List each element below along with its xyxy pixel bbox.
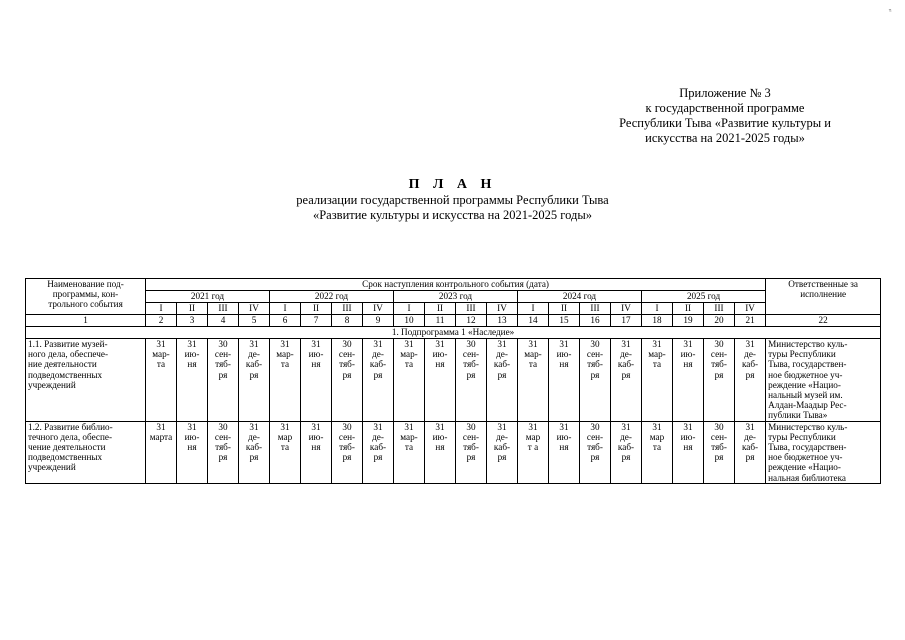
deadline-date-part: ря <box>497 369 507 380</box>
deadline-date-part: сен- <box>710 349 728 360</box>
title-line-3: «Развитие культуры и искусства на 2021-2025 годы» <box>312 208 593 222</box>
deadline-date-part: 31 <box>528 339 538 349</box>
deadline-date-part: та <box>280 442 290 453</box>
deadline-date-part: ня <box>559 442 569 453</box>
deadline-date-part: каб- <box>741 442 759 453</box>
responsible-party <box>766 421 881 483</box>
responsible-line: нальная библиотека <box>768 472 846 483</box>
deadline-date <box>270 339 301 422</box>
deadline-date-part: мар <box>649 431 665 442</box>
table-row <box>26 421 881 483</box>
name-header-line: Наименование под- <box>47 279 124 289</box>
deadline-date-part: 30 <box>590 339 600 349</box>
deadline-date <box>549 421 580 483</box>
deadline-date-part: 31 <box>404 421 414 432</box>
deadline-date-part: 30 <box>466 339 476 349</box>
deadline-date-part: 31 <box>373 339 383 349</box>
deadline-date-part: ря <box>590 452 600 463</box>
appendix-header <box>560 86 890 146</box>
deadline-date-part: 31 <box>280 339 290 349</box>
deadline-date-part: каб- <box>741 359 759 370</box>
event-name-line: подведомственных <box>28 452 103 463</box>
column-number: 8 <box>332 315 363 327</box>
deadline-date <box>270 421 301 483</box>
deadline-date-part: сен- <box>462 349 480 360</box>
event-name <box>26 421 146 483</box>
deadline-date-part: мар- <box>400 431 418 442</box>
event-name-line: ного дела, обеспече- <box>28 349 109 360</box>
event-name-line: учреждений <box>28 462 76 473</box>
deadline-date-part: мар <box>277 431 293 442</box>
table-header <box>26 279 881 327</box>
deadline-date-part: 30 <box>466 421 476 432</box>
responsible-line: нальный музей им. <box>768 390 843 401</box>
deadline-date <box>208 421 239 483</box>
deadline-date-part: де- <box>744 349 756 360</box>
responsible-line: туры Республики <box>768 431 836 442</box>
quarter-header: I <box>518 303 549 315</box>
responsible-line: Алдан-Маадыр Рес- <box>768 400 847 411</box>
deadline-date <box>704 421 735 483</box>
deadline-date-part: 31 <box>652 421 662 432</box>
deadline-date-part: ию- <box>308 431 324 442</box>
deadline-date-part: ня <box>559 359 569 370</box>
column-number: 10 <box>394 315 425 327</box>
column-number: 3 <box>177 315 208 327</box>
deadline-date <box>301 339 332 422</box>
deadline-date <box>735 339 766 422</box>
quarter-header: II <box>673 303 704 315</box>
deadline-date-part: сен- <box>462 431 480 442</box>
deadline-date-part: 31 <box>187 339 197 349</box>
deadline-date <box>673 421 704 483</box>
deadline-date-part: 31 <box>745 339 755 349</box>
deadline-date-part: де- <box>496 431 508 442</box>
column-number: 4 <box>208 315 239 327</box>
deadline-date-part: 31 <box>652 339 662 349</box>
deadline-date-part: сен- <box>586 431 604 442</box>
deadline-date-part: 31 <box>435 339 445 349</box>
deadline-date-part: ря <box>373 452 383 463</box>
deadline-date-part: тяб- <box>463 359 479 370</box>
deadline-date-part: 31 <box>528 421 538 432</box>
event-name-line: течного дела, обеспе- <box>28 431 113 442</box>
deadline-date <box>611 421 642 483</box>
deadline-date-part: ря <box>218 452 228 463</box>
column-number: 7 <box>301 315 332 327</box>
deadline-date-part: тяб- <box>339 359 355 370</box>
deadline-date-part: 31 <box>249 339 259 349</box>
deadline-date-part: тяб- <box>463 442 479 453</box>
deadline-date <box>394 421 425 483</box>
deadline-date-part: ря <box>249 452 259 463</box>
deadline-date-part: 31 <box>745 421 755 432</box>
deadline-date-part: тяб- <box>215 359 231 370</box>
column-number: 5 <box>239 315 270 327</box>
deadline-date-part: сен- <box>338 349 356 360</box>
deadline-date-part: ня <box>435 359 445 370</box>
deadline-date-part: 31 <box>404 339 414 349</box>
deadline-date-part: каб- <box>493 442 511 453</box>
deadline-date-part: 31 <box>187 421 197 432</box>
quarter-header: IV <box>735 303 766 315</box>
deadline-date-part: сен- <box>214 349 232 360</box>
column-number: 22 <box>766 315 881 327</box>
document-title <box>0 176 905 223</box>
column-number: 13 <box>487 315 518 327</box>
event-name-line: 1.2. Развитие библио- <box>28 421 113 432</box>
deadline-date <box>735 421 766 483</box>
deadline-date-part: де- <box>744 431 756 442</box>
deadline-date-part: де- <box>248 431 260 442</box>
year-header: 2021 год <box>146 291 270 303</box>
quarter-header: IV <box>611 303 642 315</box>
deadline-date-part: ию- <box>308 349 324 360</box>
deadline-date <box>642 421 673 483</box>
deadline-date <box>146 421 177 483</box>
deadline-date-part: каб- <box>245 359 263 370</box>
deadline-date-part: тяб- <box>711 359 727 370</box>
deadline-date-part: сен- <box>338 431 356 442</box>
deadline-date-part: ня <box>683 442 693 453</box>
deadline-date-part: ря <box>342 452 352 463</box>
deadline-date-part: ию- <box>556 431 572 442</box>
column-number: 1 <box>26 315 146 327</box>
corner-mark: ʺ <box>880 8 892 14</box>
deadline-date-part: ря <box>497 452 507 463</box>
deadline-date-part: де- <box>620 431 632 442</box>
deadline-date-part: 31 <box>280 421 290 432</box>
deadline-date-part: каб- <box>617 442 635 453</box>
deadline-date-part: ня <box>187 359 197 370</box>
quarter-header: III <box>456 303 487 315</box>
event-name-line: чение деятельности <box>28 442 106 453</box>
deadline-date-part: ря <box>373 369 383 380</box>
quarter-header: II <box>425 303 456 315</box>
deadline-date-part: сен- <box>710 431 728 442</box>
deadline-date-part: ию- <box>432 431 448 442</box>
column-number: 12 <box>456 315 487 327</box>
column-number: 18 <box>642 315 673 327</box>
deadline-date <box>456 421 487 483</box>
deadline-date-part: 30 <box>714 339 724 349</box>
deadline-date-part: тяб- <box>711 442 727 453</box>
responsible-column-header <box>766 279 881 315</box>
column-number: 14 <box>518 315 549 327</box>
responsible-line: ное бюджетное уч- <box>768 452 843 463</box>
deadline-date-part: 31 <box>311 421 321 432</box>
deadline-date-part: каб- <box>369 359 387 370</box>
responsible-line: Тыва, государствен- <box>768 359 847 370</box>
appendix-line-4: искусства на 2021-2025 годы» <box>645 131 805 145</box>
deadline-date-part: та <box>156 359 166 370</box>
title-line-2: реализации государственной программы Республики Тыва <box>296 193 609 207</box>
appendix-line-3: Республики Тыва «Развитие культуры и <box>619 116 831 130</box>
year-header: 2022 год <box>270 291 394 303</box>
deadline-date-part: тяб- <box>587 359 603 370</box>
table-row <box>26 339 881 422</box>
event-name <box>26 339 146 422</box>
year-header: 2025 год <box>642 291 766 303</box>
appendix-line-2: к государственной программе <box>645 101 805 115</box>
deadline-date <box>487 339 518 422</box>
deadline-date-part: де- <box>496 349 508 360</box>
deadline-date-part: каб- <box>369 442 387 453</box>
deadline-date-part: 31 <box>311 339 321 349</box>
name-header-line: программы, кон- <box>52 289 119 300</box>
deadline-date-part: та <box>404 442 414 453</box>
quarter-header: II <box>549 303 580 315</box>
deadline-date-part: ря <box>466 369 476 380</box>
deadline-date-part: 31 <box>683 421 693 432</box>
deadline-date-part: 30 <box>342 339 352 349</box>
deadline-date-part: ию- <box>432 349 448 360</box>
deadline-date-part: сен- <box>586 349 604 360</box>
deadline-date <box>146 339 177 422</box>
deadline-date-part: 31 <box>621 339 631 349</box>
deadline-date-part: ря <box>466 452 476 463</box>
year-header: 2024 год <box>518 291 642 303</box>
deadline-date-part: тяб- <box>215 442 231 453</box>
deadline-date <box>301 421 332 483</box>
deadline-date-part: 31 <box>373 421 383 432</box>
deadline-date <box>642 339 673 422</box>
plan-table <box>25 278 881 484</box>
deadline-date-part: тяб- <box>587 442 603 453</box>
quarter-header: IV <box>363 303 394 315</box>
name-column-header <box>26 279 146 315</box>
column-number: 16 <box>580 315 611 327</box>
deadline-date-part: ря <box>342 369 352 380</box>
quarter-header: II <box>177 303 208 315</box>
deadline-date <box>456 339 487 422</box>
deadline-date-part: ня <box>311 442 321 453</box>
quarter-header: III <box>332 303 363 315</box>
deadline-date-part: 31 <box>559 339 569 349</box>
deadline-date-part: каб- <box>493 359 511 370</box>
responsible-line: Министерство куль- <box>768 339 848 349</box>
deadline-date <box>580 339 611 422</box>
deadline-date <box>673 339 704 422</box>
event-name-line: ние деятельности <box>28 359 97 370</box>
deadline-date-part: ря <box>714 452 724 463</box>
plan-heading: П Л А Н <box>408 177 497 192</box>
deadline-date-part: ря <box>621 452 631 463</box>
quarter-header: IV <box>487 303 518 315</box>
deadline-date-part: 31 <box>683 339 693 349</box>
deadline-date-part: ня <box>435 442 445 453</box>
responsible-line: туры Республики <box>768 349 836 360</box>
deadline-date-part: мар- <box>276 349 294 360</box>
deadline-date-part: мар- <box>152 349 170 360</box>
quarter-header: II <box>301 303 332 315</box>
column-number: 2 <box>146 315 177 327</box>
responsible-party <box>766 339 881 422</box>
deadline-date <box>425 339 456 422</box>
deadline-date-part: ня <box>187 442 197 453</box>
deadline-date <box>487 421 518 483</box>
deadline-date <box>239 339 270 422</box>
deadline-date <box>363 421 394 483</box>
deadline-date-part: де- <box>372 349 384 360</box>
deadline-date-part: мар- <box>648 349 666 360</box>
deadline-date-part: 30 <box>218 421 228 432</box>
quarter-header: I <box>642 303 673 315</box>
deadline-date-part: ря <box>621 369 631 380</box>
deadline-date-part: мар <box>525 431 541 442</box>
deadline-date-part: ию- <box>184 349 200 360</box>
deadline-date-part: 31 <box>435 421 445 432</box>
responsible-line: Министерство куль- <box>768 421 848 432</box>
deadline-date-part: де- <box>248 349 260 360</box>
deadline-date-part: ня <box>311 359 321 370</box>
quarter-header: I <box>270 303 301 315</box>
deadline-date-part: тяб- <box>339 442 355 453</box>
deadline-date-part: та <box>652 442 662 453</box>
deadline-date-part: ря <box>590 369 600 380</box>
column-number: 6 <box>270 315 301 327</box>
column-number: 21 <box>735 315 766 327</box>
deadline-date-part: та <box>404 359 414 370</box>
year-header: 2023 год <box>394 291 518 303</box>
responsible-header-line: Ответственные за <box>788 279 858 289</box>
responsible-line: Тыва, государствен- <box>768 442 847 453</box>
column-number: 11 <box>425 315 456 327</box>
deadline-date-part: 31 <box>621 421 631 432</box>
deadline-date-part: 30 <box>590 421 600 432</box>
deadline-date <box>208 339 239 422</box>
deadline-date-part: ря <box>714 369 724 380</box>
deadline-date-part: де- <box>372 431 384 442</box>
deadline-date-part: сен- <box>214 431 232 442</box>
deadline-date-part: каб- <box>617 359 635 370</box>
responsible-line: реждение «Нацио- <box>768 379 841 390</box>
deadline-date-part: ию- <box>184 431 200 442</box>
column-number: 19 <box>673 315 704 327</box>
column-number: 17 <box>611 315 642 327</box>
deadline-date-part: та <box>652 359 662 370</box>
deadline-date <box>611 339 642 422</box>
deadline-header: Срок наступления контрольного события (дата) <box>146 279 766 291</box>
section-title: 1. Подпрограмма 1 «Наследие» <box>26 327 881 339</box>
quarter-header: I <box>394 303 425 315</box>
deadline-date <box>704 339 735 422</box>
deadline-date-part: 30 <box>218 339 228 349</box>
deadline-date-part: 31 <box>156 339 166 349</box>
deadline-date-part: 30 <box>714 421 724 432</box>
deadline-date-part: 31 <box>497 421 507 432</box>
deadline-date-part: ря <box>218 369 228 380</box>
event-name-line: учреждений <box>28 379 76 390</box>
responsible-header-line: исполнение <box>800 289 847 300</box>
deadline-date-part: ня <box>683 359 693 370</box>
event-name-line: 1.1. Развитие музей- <box>28 339 108 349</box>
deadline-date-part: 30 <box>342 421 352 432</box>
deadline-date-part: ию- <box>680 431 696 442</box>
responsible-line: публики Тыва» <box>768 410 828 421</box>
deadline-date-part: каб- <box>245 442 263 453</box>
deadline-date-part: 31 <box>249 421 259 432</box>
deadline-date-part: мар- <box>400 349 418 360</box>
deadline-date-part: ря <box>249 369 259 380</box>
deadline-date <box>177 339 208 422</box>
responsible-line: реждение «Нацио- <box>768 462 841 473</box>
quarter-header: III <box>208 303 239 315</box>
name-header-line: трольного события <box>48 299 123 310</box>
deadline-date <box>332 339 363 422</box>
quarter-header: I <box>146 303 177 315</box>
deadline-date-part: 31 <box>559 421 569 432</box>
table-body <box>26 327 881 484</box>
quarter-header: III <box>704 303 735 315</box>
deadline-date-part: та <box>528 359 538 370</box>
quarter-header: III <box>580 303 611 315</box>
quarter-header: IV <box>239 303 270 315</box>
deadline-date <box>239 421 270 483</box>
deadline-date-part: т а <box>527 442 539 453</box>
deadline-date <box>518 339 549 422</box>
deadline-date <box>425 421 456 483</box>
deadline-date <box>549 339 580 422</box>
deadline-date-part: 31 <box>156 421 166 432</box>
deadline-date-part: марта <box>149 431 173 442</box>
deadline-date-part: ию- <box>556 349 572 360</box>
deadline-date <box>177 421 208 483</box>
deadline-date <box>394 339 425 422</box>
event-name-line: подведомственных <box>28 369 103 380</box>
column-number: 15 <box>549 315 580 327</box>
deadline-date <box>580 421 611 483</box>
responsible-line: ное бюджетное уч- <box>768 369 843 380</box>
deadline-date-part: ря <box>745 452 755 463</box>
deadline-date <box>518 421 549 483</box>
deadline-date-part: ря <box>745 369 755 380</box>
column-number: 20 <box>704 315 735 327</box>
deadline-date-part: мар- <box>524 349 542 360</box>
deadline-date-part: та <box>280 359 290 370</box>
deadline-date <box>363 339 394 422</box>
deadline-date-part: ию- <box>680 349 696 360</box>
deadline-date <box>332 421 363 483</box>
appendix-line-1: Приложение № 3 <box>679 86 771 100</box>
column-number: 9 <box>363 315 394 327</box>
deadline-date-part: де- <box>620 349 632 360</box>
deadline-date-part: 31 <box>497 339 507 349</box>
